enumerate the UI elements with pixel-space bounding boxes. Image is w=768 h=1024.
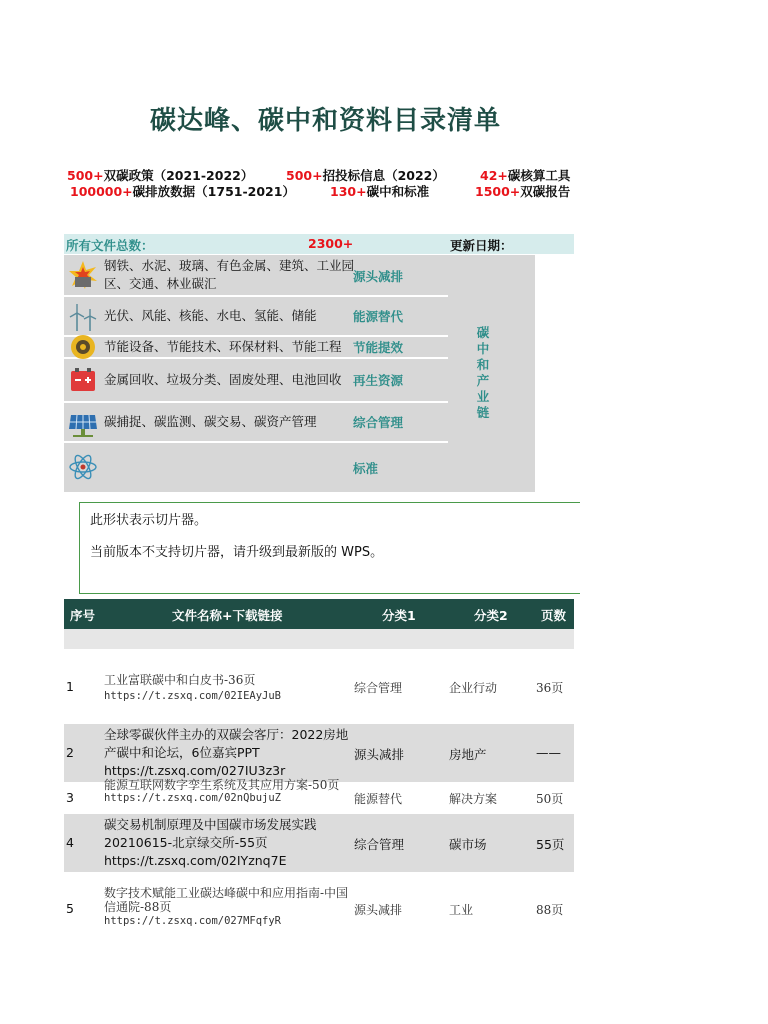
file-link[interactable]: 碳交易机制原理及中国碳市场发展实践20210615-北京绿交所-55页 https://t.zsxq.com/02IYznq7E — [104, 817, 317, 868]
chain-row-integrated-management[interactable] — [64, 403, 448, 443]
chain-row-renewable-resources[interactable] — [64, 359, 448, 403]
table-row[interactable]: 5 数字技术赋能工业碳达峰碳中和应用指南-中国信通院-88页 https://t.zsxq.com/027MFqfyR 源头减排 工业 88页 — [66, 886, 564, 927]
chain-row-energy-efficiency[interactable] — [64, 337, 448, 359]
header-cat1: 分类1 — [382, 608, 416, 623]
battery-recycle-icon — [67, 365, 99, 397]
file-link[interactable]: 工业富联碳中和白皮书-36页 https://t.zsxq.com/02IEAyJuB — [104, 673, 282, 702]
slicer-placeholder[interactable] — [79, 502, 580, 594]
stat-emission-data: 100000+碳排放数据（1751-2021） — [70, 184, 295, 199]
chain-row-energy-substitution[interactable] — [64, 297, 448, 337]
table-row[interactable]: 3 能源互联网数字孪生系统及其应用方案-50页 https://t.zsxq.com/02nQbujuZ 能源替代 解决方案 50页 — [66, 778, 564, 806]
slicer-upgrade-message: 当前版本不支持切片器，请升级到最新版的 WPS。 — [90, 545, 384, 560]
update-date-label: 更新日期： — [450, 238, 513, 253]
table-header — [64, 599, 574, 629]
energy-saving-icon — [67, 333, 99, 361]
table-filter-row — [64, 629, 574, 649]
page-title: 碳达峰、碳中和资料目录清单 — [150, 106, 502, 136]
industry-chain-label: 碳 中 和 产 业 链 — [476, 325, 490, 420]
chain-items: 碳捕捉、碳监测、碳交易、碳资产管理 — [104, 414, 317, 429]
chain-row-source-reduction[interactable] — [64, 255, 448, 297]
slicer-message: 此形状表示切片器。 — [90, 513, 208, 528]
chain-category: 再生资源 — [353, 373, 404, 388]
header-pages: 页数 — [541, 608, 567, 623]
total-files-label: 所有文件总数： — [66, 238, 154, 253]
file-link[interactable]: 能源互联网数字孪生系统及其应用方案-50页 https://t.zsxq.com/02nQbujuZ — [104, 778, 340, 804]
chain-items: 钢铁、水泥、玻璃、有色金属、建筑、工业园区、交通、林业碳汇 — [104, 258, 355, 291]
header-cat2: 分类2 — [474, 608, 508, 623]
header-name: 文件名称+下载链接 — [172, 608, 283, 623]
chain-row-standards[interactable] — [64, 443, 448, 491]
table-row[interactable]: 1 工业富联碳中和白皮书-36页 https://t.zsxq.com/02IEAyJuB 综合管理 企业行动 36页 — [66, 673, 564, 702]
header-index: 序号 — [70, 608, 96, 623]
chain-category: 综合管理 — [353, 415, 404, 430]
total-files-value: 2300+ — [308, 236, 354, 251]
solar-panel-icon — [67, 407, 99, 439]
stat-reports: 1500+双碳报告 — [475, 184, 571, 199]
chain-items: 金属回收、垃圾分类、固废处理、电池回收 — [104, 372, 342, 387]
factory-smoke-icon — [67, 259, 99, 291]
chain-items: 节能设备、节能技术、环保材料、节能工程 — [104, 339, 342, 354]
stat-bidding: 500+招投标信息（2022） — [286, 168, 445, 183]
file-link[interactable]: 全球零碳伙伴主办的双碳会客厅：2022房地产碳中和论坛，6位嘉宾PPT https://t.zsxq.com/027IU3z3r — [104, 727, 349, 778]
file-link[interactable]: 数字技术赋能工业碳达峰碳中和应用指南-中国信通院-88页 https://t.zsxq.com/027MFqfyR — [104, 886, 349, 927]
table-row[interactable]: 4 碳交易机制原理及中国碳市场发展实践20210615-北京绿交所-55页 https://t.zsxq.com/02IYznq7E 综合管理 碳市场 55页 — [64, 814, 574, 872]
chain-items: 光伏、风能、核能、水电、氢能、储能 — [104, 308, 317, 323]
atom-icon — [67, 451, 99, 483]
stat-policy: 500+双碳政策（2021-2022） — [67, 168, 254, 183]
chain-category: 标准 — [353, 461, 379, 476]
stat-tools: 42+碳核算工具 — [480, 168, 571, 183]
table-row[interactable]: 2 全球零碳伙伴主办的双碳会客厅：2022房地产碳中和论坛，6位嘉宾PPT https://t.zsxq.com/027IU3z3r 源头减排 房地产 —— — [64, 724, 574, 782]
chain-category: 能源替代 — [353, 309, 404, 324]
summary-bar — [64, 234, 574, 254]
wind-turbine-icon — [67, 301, 99, 333]
industry-chain-panel — [64, 255, 535, 492]
chain-category: 源头减排 — [353, 269, 404, 284]
chain-category: 节能提效 — [353, 340, 404, 355]
stat-standards: 130+碳中和标准 — [330, 184, 430, 199]
